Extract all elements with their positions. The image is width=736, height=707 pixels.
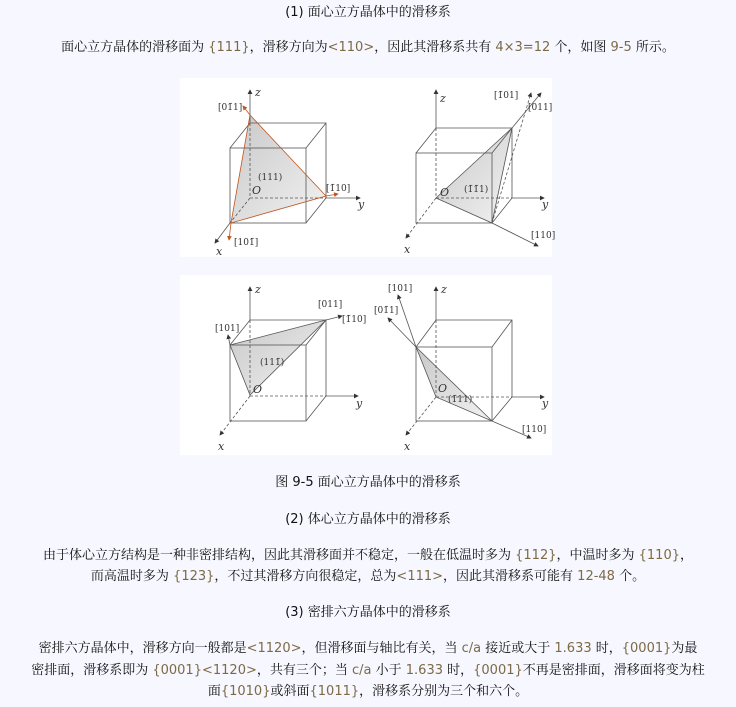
direction-label: [101] <box>388 284 413 294</box>
text-span: 面心立方晶体的滑移面为 <box>61 40 209 55</box>
text-span: <110> <box>327 40 375 55</box>
text-span: <111> <box>396 569 444 584</box>
text-span: z <box>255 86 261 99</box>
text-span: 所示。 <box>631 40 675 55</box>
text-span: 由于体心立方结构是一种非密排结构，因此其滑移面并不稳定，一般在低温时多为 <box>42 548 516 563</box>
text-span: <1120> <box>246 641 302 656</box>
panel-2 <box>404 90 555 256</box>
text-span: x <box>218 440 225 453</box>
text-span: z <box>440 92 446 105</box>
text-span: x <box>404 243 411 256</box>
direction-label: [1̄10] <box>342 315 367 325</box>
text-span: y <box>542 397 549 410</box>
text-span: 时， <box>442 663 474 678</box>
text-span: y <box>542 198 549 211</box>
direction-label: [01̄1] <box>374 306 399 316</box>
figure-caption: 图 9-5 面心立方晶体中的滑移系 <box>275 475 461 490</box>
text-span: x <box>216 245 223 258</box>
text-span: {111} <box>208 40 250 55</box>
text-span: 或斜面 <box>270 684 310 699</box>
text-span: y <box>358 198 365 211</box>
text-span: {112} <box>515 548 557 563</box>
text-span: ，滑移方向为 <box>249 40 328 55</box>
direction-label: [110] <box>522 425 547 435</box>
text-span: ， <box>679 548 693 563</box>
text-span: ，共有三个；当 <box>256 663 352 678</box>
text-span: ，中温时多为 <box>556 548 639 563</box>
text-span: c/a <box>352 663 372 678</box>
text-span: ，但滑移面与轴比有关，当 <box>301 641 462 656</box>
text-span: 时， <box>591 641 622 656</box>
text-span: 密排面，滑移系即为 <box>31 663 153 678</box>
text-span: 小于 <box>371 663 406 678</box>
direction-label: [01̄1] <box>218 103 243 113</box>
text-span: 12-48 <box>577 569 615 584</box>
text-span: x <box>404 440 411 453</box>
section2-line2 <box>0 569 736 585</box>
text-span: 4×3=12 <box>495 40 551 55</box>
text-span: O <box>253 383 263 396</box>
plane-label: (111) <box>258 173 283 183</box>
text-span: y <box>356 397 363 410</box>
text-span: {1011} <box>309 684 360 699</box>
panel-1 <box>180 78 556 258</box>
text-span: c/a <box>461 641 482 656</box>
panel-4 <box>374 283 549 453</box>
text-span: 1.633 <box>405 663 443 678</box>
section3-line3 <box>0 684 736 700</box>
text-span: O <box>438 382 448 395</box>
text-span: ，不过其滑移方向很稳定，总为 <box>214 569 397 584</box>
text-span: ，因此其滑移系共有 <box>374 40 496 55</box>
text-span: 1.633 <box>554 641 592 656</box>
section3-line1 <box>0 641 736 657</box>
plane-label: (1̄11) <box>448 395 473 405</box>
text-span: O <box>440 186 450 199</box>
direction-label: [101] <box>215 324 240 334</box>
section3-line2 <box>0 663 736 679</box>
direction-label: [101̄] <box>234 238 259 248</box>
text-span: ，因此其滑移系可能有 <box>443 569 578 584</box>
text-span: 个。 <box>614 569 646 584</box>
text-span: {110} <box>638 548 680 563</box>
section2-line1 <box>0 548 736 564</box>
section3-heading: (3) 密排六方晶体中的滑移系 <box>285 605 451 620</box>
text-span: {0001} <box>152 663 202 678</box>
panel-3 <box>180 275 552 455</box>
text-span: ，滑移系分别为三个和六个。 <box>359 684 529 699</box>
text-span: 不再是密排面，滑移面将变为柱 <box>522 663 705 678</box>
text-span: O <box>252 184 262 197</box>
text-span: 而高温时多为 <box>90 569 174 584</box>
section1-paragraph <box>0 40 736 56</box>
direction-label: [011] <box>528 103 553 113</box>
plane-label: (111̄) <box>260 358 285 368</box>
figure-row-top <box>180 78 556 258</box>
text-span: {123} <box>173 569 215 584</box>
text-span: <1120> <box>201 663 257 678</box>
direction-label: [110] <box>531 231 556 241</box>
text-span: {0001} <box>473 663 523 678</box>
section2-heading: (2) 体心立方晶体中的滑移系 <box>285 512 451 527</box>
figure-row-bottom <box>180 275 552 455</box>
text-span: 密排六方晶体中，滑移方向一般都是 <box>38 641 247 656</box>
text-span: 9-5 <box>610 40 632 55</box>
section1-heading: (1) 面心立方晶体中的滑移系 <box>285 5 451 20</box>
text-span: 为最 <box>671 641 698 656</box>
text-span: z <box>441 283 447 296</box>
plane-label: (1̄1̄1) <box>464 185 489 195</box>
direction-label: [1̄10] <box>326 184 351 194</box>
text-span: 个，如图 <box>550 40 611 55</box>
text-span: {1010} <box>220 684 271 699</box>
text-span: 接近或大于 <box>481 641 555 656</box>
text-span: 面 <box>207 684 221 699</box>
direction-label: [011] <box>318 300 343 310</box>
direction-label: [1̄01] <box>494 91 519 101</box>
text-span: z <box>255 283 261 296</box>
text-span: {0001} <box>621 641 672 656</box>
